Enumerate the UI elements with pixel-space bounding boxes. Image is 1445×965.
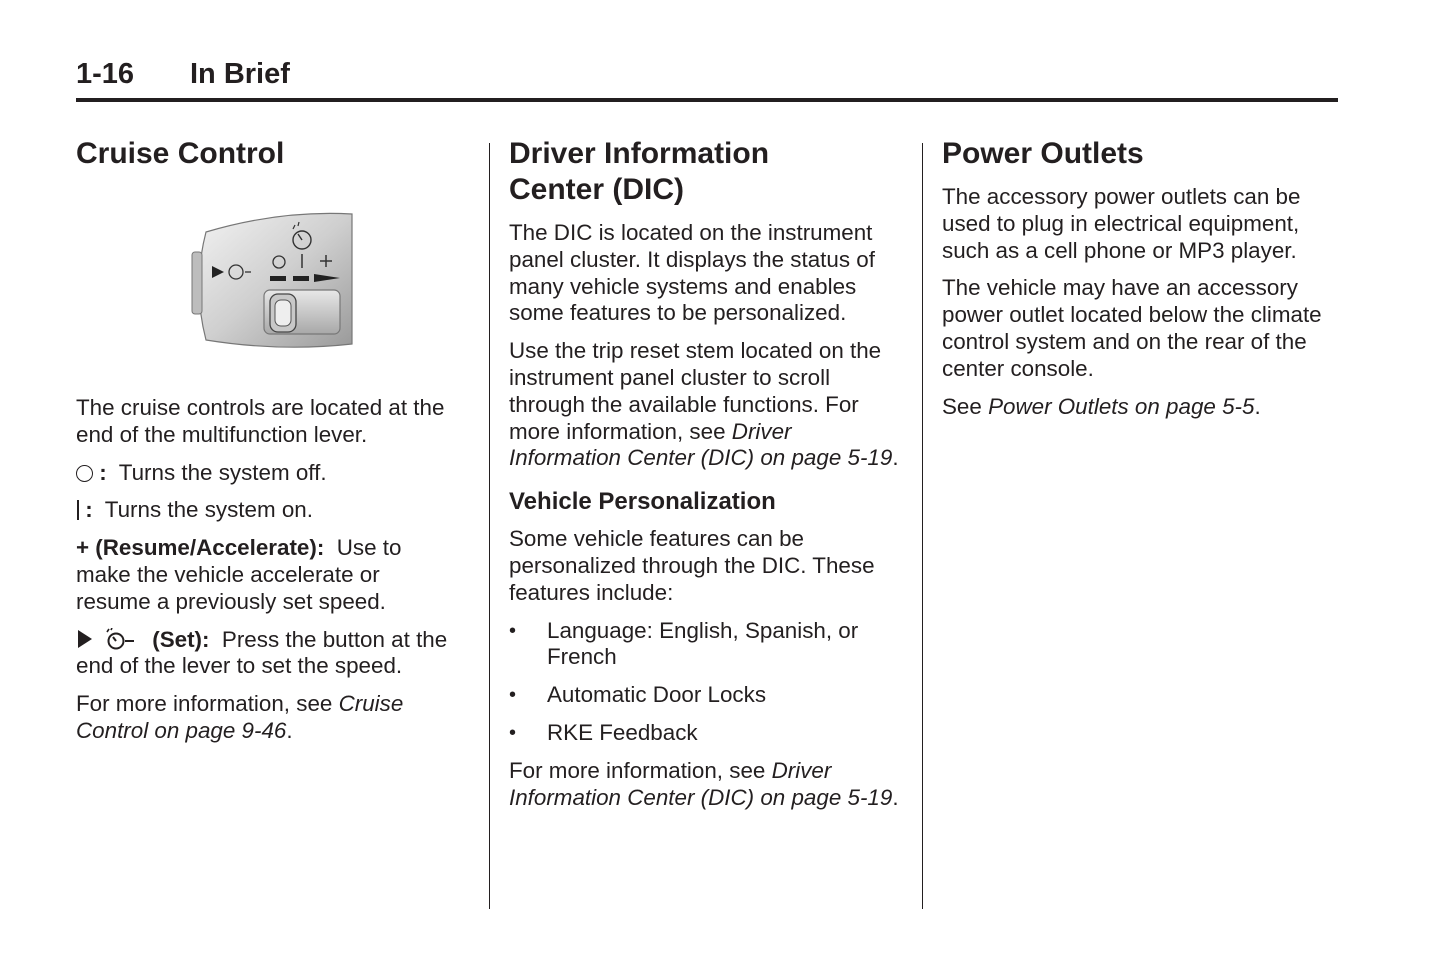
vehicle-personalization-heading: Vehicle Personalization — [509, 488, 776, 516]
resume-label: + (Resume/Accelerate): — [76, 535, 325, 561]
bullet-icon: • — [509, 684, 517, 707]
cruise-off-item — [76, 460, 456, 487]
list-item — [509, 618, 909, 672]
column-divider-1 — [489, 143, 490, 909]
cruise-control-lever-figure — [190, 212, 360, 352]
power-outlets-column — [942, 136, 1342, 431]
cruise-more-info — [76, 691, 456, 745]
off-text: Turns the system off. — [118, 459, 327, 485]
dic-column — [509, 136, 909, 822]
dic-reference-link-2[interactable]: Driver Information Center (DIC) on page 5-19 — [509, 757, 893, 810]
dic-more-suffix: . — [892, 784, 899, 810]
cruise-intro: The cruise controls are located at the end of the multifunction lever. — [76, 395, 445, 447]
dic-heading — [509, 136, 909, 208]
column-divider-2 — [922, 143, 923, 909]
off-circle-icon — [76, 465, 93, 482]
page-number: 1-16 — [76, 58, 135, 90]
dic-more-info — [509, 758, 909, 812]
dic-reference-link[interactable]: Driver Information Center (DIC) on page 5-19 — [509, 418, 893, 471]
outlets-see-prefix: See — [942, 393, 982, 419]
resume-text: Use to make the vehicle accelerate or resume a previously set speed. — [76, 535, 402, 614]
page-header — [76, 58, 1338, 102]
on-text: Turns the system on. — [104, 497, 313, 523]
cruise-set-item — [76, 627, 456, 681]
cruise-more-prefix: For more information, see — [76, 691, 333, 717]
outlets-see-also — [942, 394, 1342, 421]
list-item-text: Automatic Door Locks — [547, 682, 767, 708]
dic-more-prefix: For more information, see — [509, 757, 766, 783]
outlets-see-suffix: . — [1254, 393, 1261, 419]
list-item — [509, 682, 909, 709]
on-bar-icon — [77, 500, 79, 520]
dic-paragraph-2 — [509, 338, 909, 472]
off-colon: : — [99, 459, 107, 485]
power-outlets-heading: Power Outlets — [942, 137, 1144, 170]
list-item — [509, 720, 909, 747]
outlets-paragraph-1: The accessory power outlets can be used to plug in electrical equipment, such as a cell phone or MP3 player. — [942, 184, 1301, 263]
cruise-more-suffix: . — [286, 717, 293, 743]
set-text: Press the button at the end of the lever to set the speed. — [76, 626, 448, 679]
outlets-reference-link[interactable]: Power Outlets on page 5-5 — [988, 393, 1255, 419]
section-title: In Brief — [190, 58, 290, 90]
dic-heading-line2: Center (DIC) — [509, 173, 685, 206]
cruise-resume-item — [76, 535, 456, 615]
dic-p2-suffix: . — [892, 445, 899, 471]
dic-p2-text: Use the trip reset stem located on the instrument panel cluster to scroll through the available functions. For more information, see — [509, 338, 882, 444]
list-item-text: RKE Feedback — [547, 719, 698, 745]
feature-list — [509, 618, 909, 747]
cruise-on-item — [76, 497, 456, 524]
outlets-paragraph-2: The vehicle may have an accessory power outlet located below the climate control system and on the rear of the center console. — [942, 275, 1322, 381]
set-speedometer-icon — [76, 628, 146, 650]
bullet-icon: • — [509, 721, 517, 744]
bullet-icon: • — [509, 619, 517, 642]
cruise-control-heading: Cruise Control — [76, 137, 285, 170]
dic-paragraph-1: The DIC is located on the instrument panel cluster. It displays the status of many vehicle systems and enables some features to be personalized. — [509, 220, 875, 326]
dic-heading-line1: Driver Information — [509, 137, 770, 170]
set-label: (Set): — [152, 626, 210, 652]
dic-paragraph-3: Some vehicle features can be personalized through the DIC. These features include: — [509, 526, 875, 605]
cruise-reference-link[interactable]: Cruise Control on page 9-46 — [76, 691, 404, 743]
cruise-control-column — [76, 136, 456, 756]
list-item-text: Language: English, Spanish, or French — [547, 617, 859, 670]
on-colon: : — [85, 497, 93, 523]
